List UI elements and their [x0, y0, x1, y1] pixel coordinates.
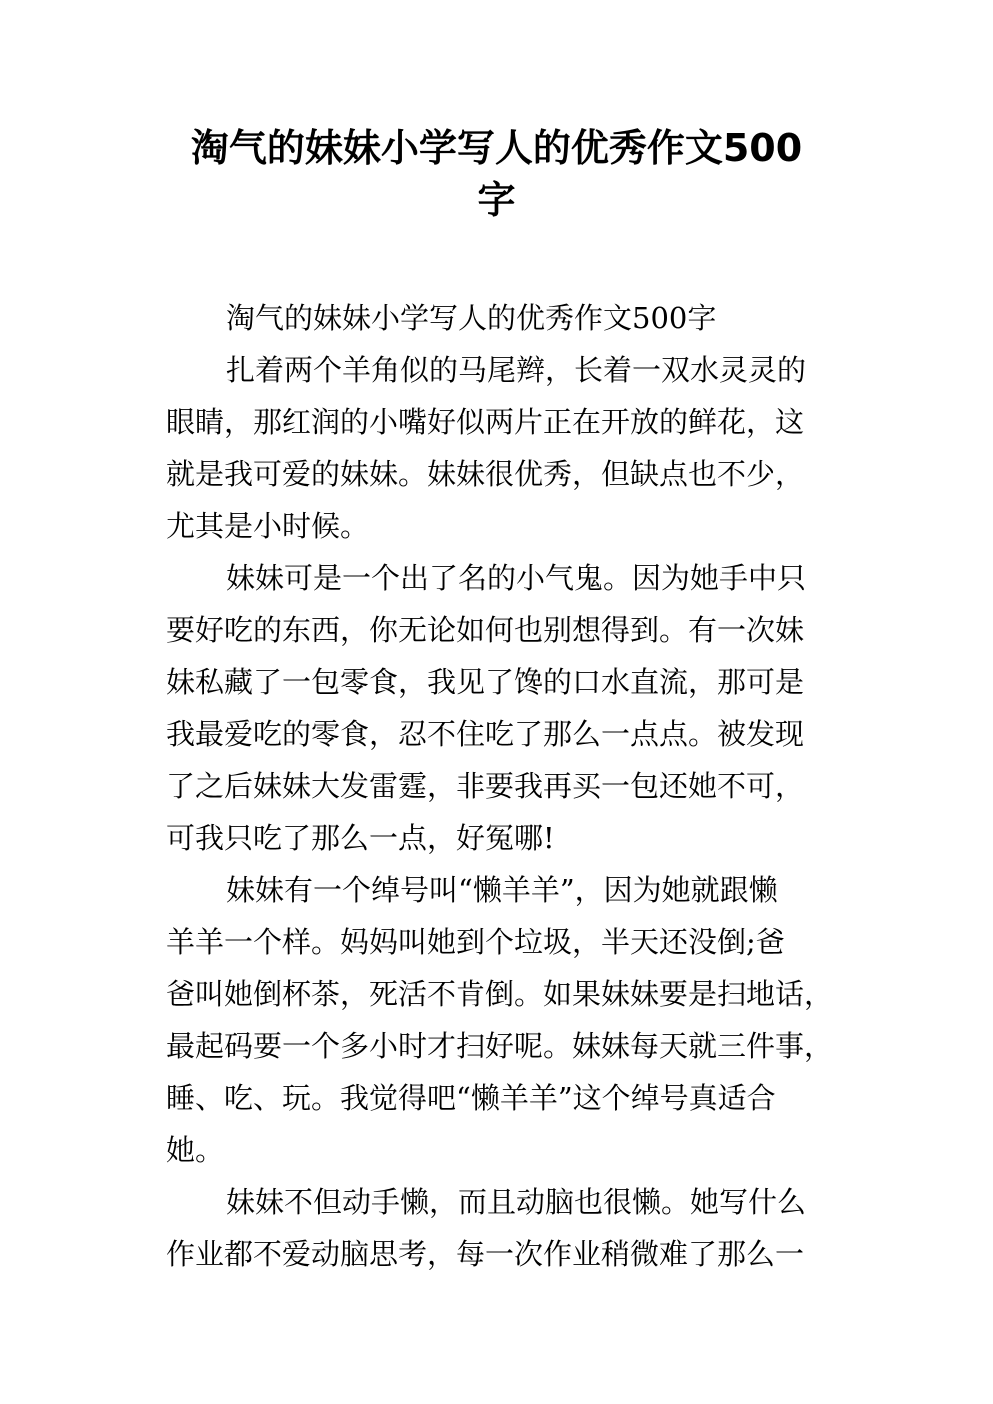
- title-line: 淘气的妹妹小学写人的优秀作文500: [190, 126, 803, 170]
- body-line: 我最爱吃的零食，忍不住吃了那么一点点。被发现: [166, 717, 805, 751]
- document-body: [166, 292, 846, 1280]
- body-line: 妹妹不但动手懒，而且动脑也很懒。她写什么: [226, 1185, 807, 1219]
- body-line: 她。: [166, 1133, 225, 1167]
- body-line: 睡、吃、玩。我觉得吧“懒羊羊”这个绰号真适合: [166, 1081, 776, 1115]
- body-line: 要好吃的东西，你无论如何也别想得到。有一次妹: [166, 613, 805, 647]
- body-line: 了之后妹妹大发雷霆，非要我再买一包还她不可，: [166, 769, 805, 803]
- subtitle-line: 淘气的妹妹小学写人的优秀作文500字: [226, 301, 717, 335]
- body-line: 可我只吃了那么一点，好冤哪!: [166, 821, 555, 855]
- body-line: 尤其是小时候。: [166, 509, 370, 543]
- body-line: 爸叫她倒杯茶，死活不肯倒。如果妹妹要是扫地话，: [166, 977, 834, 1011]
- title-line: 字: [477, 178, 516, 222]
- body-line: 扎着两个羊角似的马尾辫，长着一双水灵灵的: [226, 353, 807, 387]
- body-line: 最起码要一个多小时才扫好呢。妹妹每天就三件事，: [166, 1029, 834, 1063]
- body-line: 妹妹有一个绰号叫“懒羊羊”，因为她就跟懒: [226, 873, 778, 907]
- body-line: 眼睛，那红润的小嘴好似两片正在开放的鲜花，这: [166, 405, 805, 439]
- body-line: 妹妹可是一个出了名的小气鬼。因为她手中只: [226, 561, 807, 595]
- body-line: 羊羊一个样。妈妈叫她到个垃圾，半天还没倒;爸: [166, 925, 785, 959]
- document-title: [120, 122, 873, 226]
- body-line: 妹私藏了一包零食，我见了馋的口水直流，那可是: [166, 665, 805, 699]
- body-line: 就是我可爱的妹妹。妹妹很优秀，但缺点也不少，: [166, 457, 805, 491]
- body-line: 作业都不爱动脑思考，每一次作业稍微难了那么一: [166, 1237, 805, 1271]
